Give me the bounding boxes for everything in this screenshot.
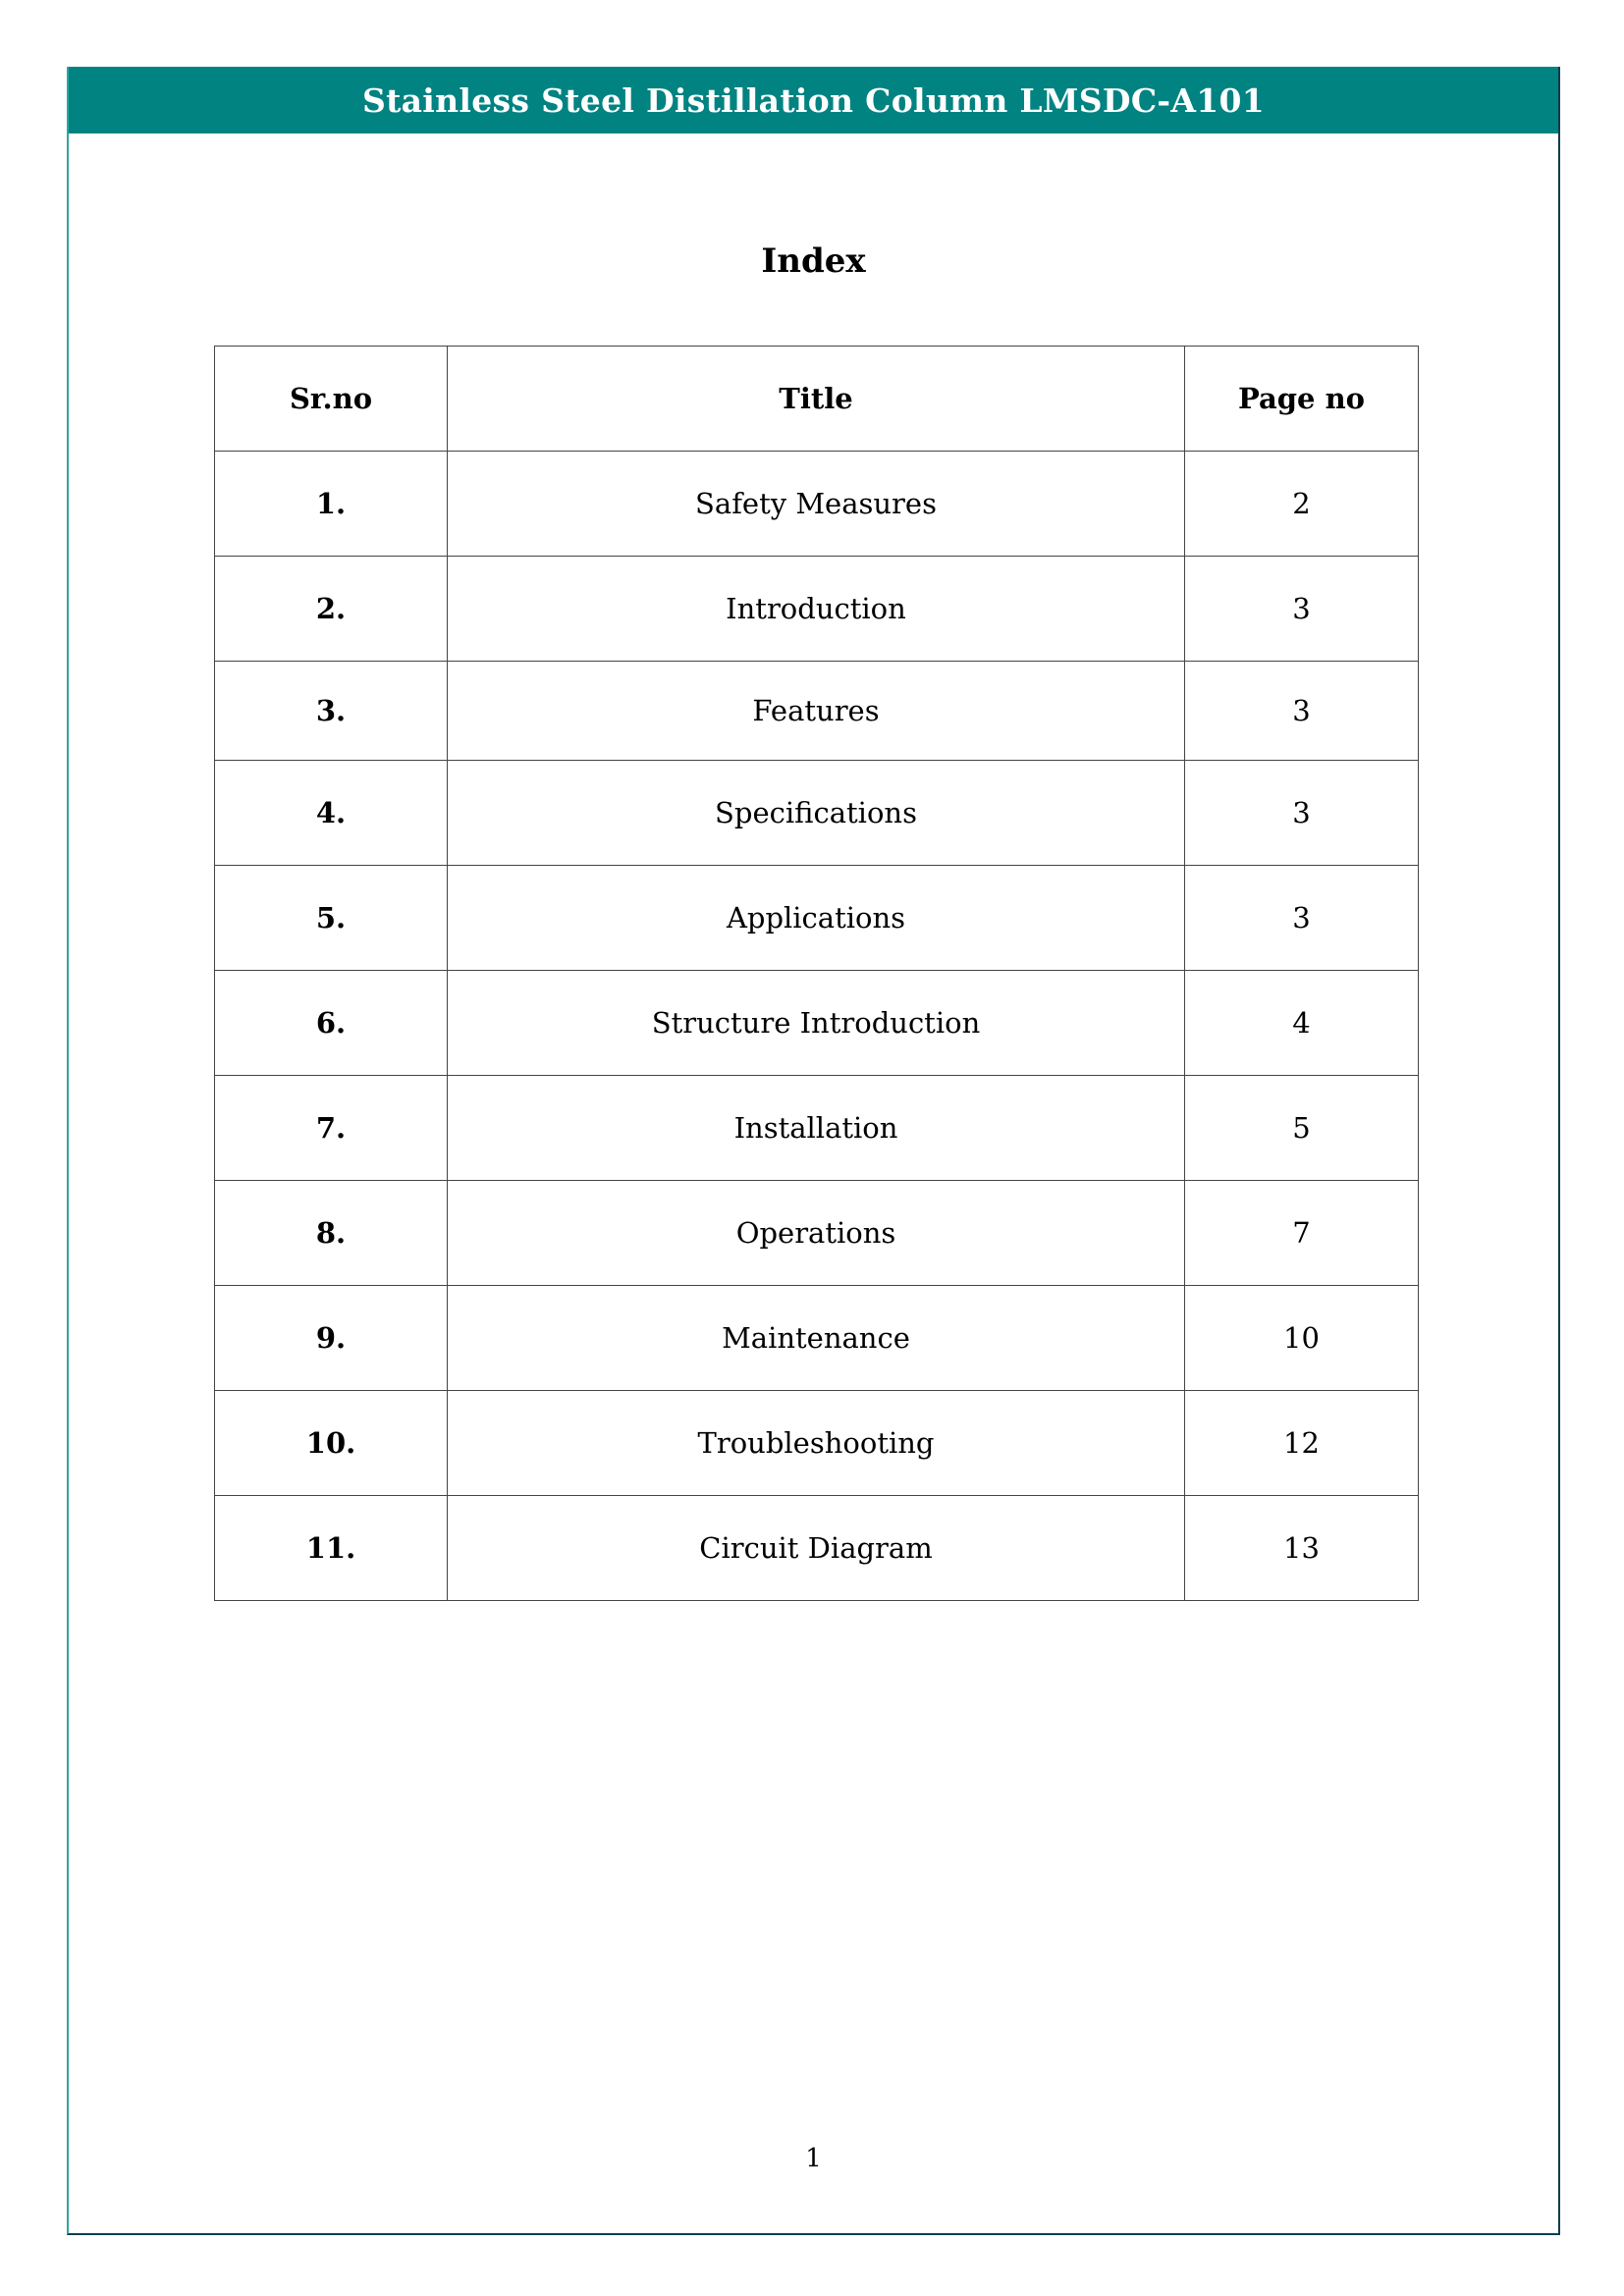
row-title: Features: [448, 662, 1185, 761]
row-title: Troubleshooting: [448, 1391, 1185, 1496]
column-header-srno: Sr.no: [215, 347, 448, 452]
page-number: 1: [805, 2144, 822, 2173]
row-srno: 2.: [215, 557, 448, 662]
row-page: 5: [1185, 1076, 1419, 1181]
table-row: [215, 1496, 1419, 1601]
table-row: [215, 1286, 1419, 1391]
row-page: 13: [1185, 1496, 1419, 1601]
row-srno: 9.: [215, 1286, 448, 1391]
document-title: Stainless Steel Distillation Column LMSDC-A101: [361, 80, 1266, 120]
row-page: 10: [1185, 1286, 1419, 1391]
row-page: 4: [1185, 971, 1419, 1076]
row-page: 3: [1185, 557, 1419, 662]
row-page: 3: [1185, 761, 1419, 866]
index-heading: Index: [761, 241, 866, 281]
row-srno: 7.: [215, 1076, 448, 1181]
row-page: 12: [1185, 1391, 1419, 1496]
row-title: Structure Introduction: [448, 971, 1185, 1076]
table-row: [215, 761, 1419, 866]
row-srno: 10.: [215, 1391, 448, 1496]
row-page: 3: [1185, 662, 1419, 761]
row-srno: 1.: [215, 452, 448, 557]
table-row: [215, 1076, 1419, 1181]
table-row: [215, 971, 1419, 1076]
row-srno: 6.: [215, 971, 448, 1076]
table-header-row: [215, 347, 1419, 452]
table-row: [215, 452, 1419, 557]
table-row: [215, 1181, 1419, 1286]
table-row: [215, 866, 1419, 971]
row-title: Operations: [448, 1181, 1185, 1286]
row-srno: 4.: [215, 761, 448, 866]
table-row: [215, 557, 1419, 662]
row-srno: 8.: [215, 1181, 448, 1286]
column-header-title: Title: [448, 347, 1185, 452]
row-srno: 11.: [215, 1496, 448, 1601]
row-page: 2: [1185, 452, 1419, 557]
row-title: Maintenance: [448, 1286, 1185, 1391]
row-title: Introduction: [448, 557, 1185, 662]
row-title: Applications: [448, 866, 1185, 971]
column-header-page: Page no: [1185, 347, 1419, 452]
row-title: Specifications: [448, 761, 1185, 866]
row-page: 3: [1185, 866, 1419, 971]
page-frame: [67, 67, 1560, 2235]
row-title: Circuit Diagram: [448, 1496, 1185, 1601]
row-title: Installation: [448, 1076, 1185, 1181]
row-title: Safety Measures: [448, 452, 1185, 557]
row-srno: 3.: [215, 662, 448, 761]
table-row: [215, 1391, 1419, 1496]
row-page: 7: [1185, 1181, 1419, 1286]
row-srno: 5.: [215, 866, 448, 971]
index-table: [214, 346, 1419, 1601]
header-banner: [69, 67, 1558, 133]
table-row: [215, 662, 1419, 761]
